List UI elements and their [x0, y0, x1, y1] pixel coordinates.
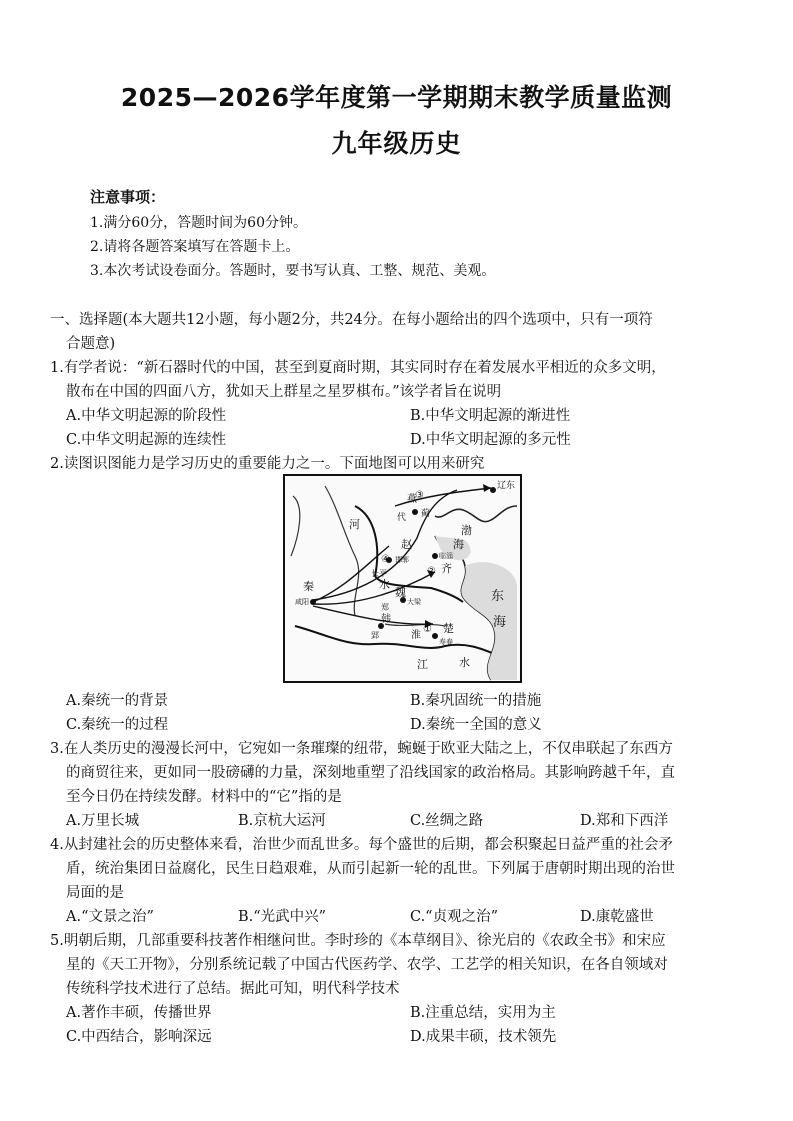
map-label-shui2: 水	[459, 656, 470, 669]
q5-option-a[interactable]: A.著作丰硕，传播世界	[66, 1005, 212, 1021]
q2-option-a[interactable]: A.秦统一的背景	[66, 693, 169, 709]
q3-option-b[interactable]: B.京杭大运河	[238, 813, 326, 829]
exam-subtitle: 九年级历史	[331, 129, 462, 158]
map-label-liaodong: 辽东	[497, 481, 516, 491]
q5-stem-line2: 星的《天工开物》，分别系统记载了中国古代医药学、农学、工艺学的相关知识，在各自领域对	[66, 957, 668, 973]
q2-option-d[interactable]: D.秦统一全国的意义	[410, 717, 542, 733]
section-instructions-line1: 一、选择题(本大题共12小题，每小题2分，共24分。在每小题给出的四个选项中，只有一项符	[50, 312, 653, 328]
map-label-jiang: 江	[417, 658, 428, 671]
map-circle-3: ③	[415, 490, 424, 501]
q2-option-c[interactable]: C.秦统一的过程	[66, 717, 169, 733]
q1-option-a[interactable]: A.中华文明起源的阶段性	[66, 408, 227, 424]
map-label-qin: 秦	[303, 580, 314, 593]
q3-stem-line2: 的商贸往来，更如同一股磅礴的力量，深刻地重塑了沿线国家的政治格局。其影响跨越千年，直	[66, 765, 675, 781]
map-label-handan: 邯郸	[395, 556, 409, 564]
q3-option-d[interactable]: D.郑和下西洋	[580, 813, 669, 829]
map-label-wei: 魏	[395, 586, 406, 599]
map-circle-4: ④	[381, 554, 390, 565]
q5-option-b[interactable]: B.注重总结，实用为主	[410, 1005, 556, 1021]
q3-option-c[interactable]: C.丝绸之路	[410, 813, 484, 829]
map-label-daliang: 大梁	[407, 598, 421, 606]
q2-option-b[interactable]: B.秦巩固统一的措施	[410, 693, 542, 709]
notice-item-3: 3.本次考试设卷面分。答题时，要书写认真、工整、规范、美观。	[90, 263, 496, 279]
q4-stem-line1: 4.从封建社会的历史整体来看，治世少而乱世多。每个盛世的后期，都会积聚起日益严重的社会矛	[50, 837, 673, 853]
q1-option-b[interactable]: B.中华文明起源的渐进性	[410, 408, 571, 424]
q1-stem-line2: 散布在中国的四面八方，犹如天上群星之星罗棋布。”该学者旨在说明	[66, 384, 502, 400]
map-label-xianyang: 咸阳	[295, 598, 309, 606]
map-label-chu: 楚	[443, 622, 454, 635]
map-label-yan: 燕	[407, 494, 417, 505]
q3-stem-line3: 至今日仍在持续发酵。材料中的“它”指的是	[66, 789, 342, 805]
notice-heading: 注意事项：	[90, 188, 166, 206]
section-instructions-line2: 合题意)	[66, 336, 116, 352]
q1-option-d[interactable]: D.中华文明起源的多元性	[410, 432, 571, 448]
q4-option-b[interactable]: B.“光武中兴”	[238, 909, 327, 925]
map-label-shui: 水	[379, 578, 390, 591]
notice-item-2: 2.请将各题答案填写在答题卡上。	[90, 239, 300, 255]
map-label-changping: 长平	[371, 569, 387, 578]
map-label-linzi: 临淄	[439, 552, 453, 560]
map-label-ji: 蓟	[421, 509, 431, 519]
q5-stem-line3: 传统科学技术进行了总结。据此可知，明代科学技术	[66, 981, 400, 997]
q2-stem: 2.读图识图能力是学习历史的重要能力之一。下面地图可以用来研究	[50, 456, 485, 472]
q5-option-d[interactable]: D.成果丰硕，技术领先	[410, 1029, 557, 1045]
q4-option-c[interactable]: C.“贞观之治”	[410, 909, 499, 925]
q5-option-c[interactable]: C.中西结合，影响深远	[66, 1029, 212, 1045]
notice-item-1: 1.满分60分，答题时间为60分钟。	[90, 215, 307, 231]
map-label-qi: 齐	[441, 562, 452, 575]
q5-stem-line1: 5.明朝后期，几部重要科技著作相继问世。李时珍的《本草纲目》、徐光启的《农政全书》和宋应	[50, 933, 666, 949]
q4-option-d[interactable]: D.康乾盛世	[580, 909, 654, 925]
qin-unification-map	[283, 474, 522, 683]
exam-title: 2025—2026学年度第一学期期末教学质量监测	[120, 83, 673, 112]
q3-stem-line1: 3.在人类历史的漫漫长河中，它宛如一条璀璨的纽带，蜿蜒于欧亚大陆之上，不仅串联起了东西方	[50, 741, 673, 757]
map-label-he: 河	[349, 518, 360, 531]
map-label-dai: 代	[397, 513, 407, 523]
q4-stem-line3: 局面的是	[66, 885, 124, 901]
map-label-ying: 郢	[371, 631, 379, 640]
map-label-shouchun: 寿春	[439, 638, 453, 646]
map-label-bo: 渤	[461, 524, 472, 537]
map-label-zheng: 郑	[381, 603, 389, 612]
q4-option-a[interactable]: A.“文景之治”	[66, 909, 154, 925]
map-label-dong: 东	[491, 589, 505, 604]
map-circle-1: ①	[423, 624, 432, 635]
q1-stem-line1: 1.有学者说：“新石器时代的中国，甚至到夏商时期，其实同时存在着发展水平相近的众多文明，	[50, 360, 666, 376]
q3-option-a[interactable]: A.万里长城	[66, 813, 140, 829]
map-label-han: 韩	[381, 614, 391, 625]
map-label-zhao: 赵	[401, 538, 412, 551]
map-label-hai: 海	[453, 538, 464, 551]
q1-option-c[interactable]: C.中华文明起源的连续性	[66, 432, 227, 448]
map-circle-2: ②	[427, 566, 436, 577]
map-label-hai2: 海	[493, 615, 507, 630]
q4-stem-line2: 盾，统治集团日益腐化，民生日趋艰难，从而引起新一轮的乱世。下列属于唐朝时期出现的治世	[66, 861, 675, 877]
map-label-huai: 淮	[411, 630, 421, 641]
